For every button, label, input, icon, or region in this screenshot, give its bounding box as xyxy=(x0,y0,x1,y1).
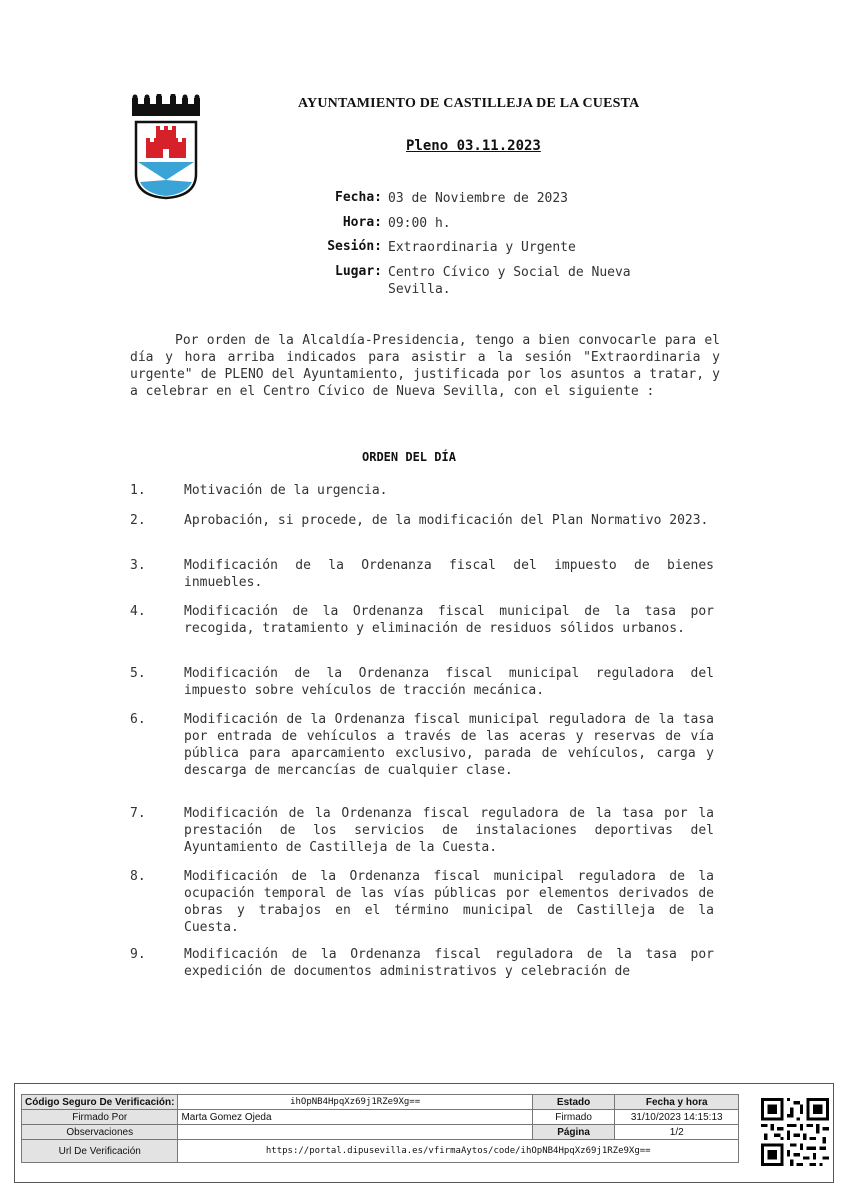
url-label: Url De Verificación xyxy=(22,1140,178,1163)
fecha-hora-value: 31/10/2023 14:15:13 xyxy=(615,1110,739,1125)
crown-icon xyxy=(132,94,200,116)
table-row xyxy=(22,1095,739,1110)
session-subtitle: Pleno 03.11.2023 xyxy=(406,138,541,154)
item-number: 6. xyxy=(130,712,146,727)
item-text: Modificación de la Ordenanza fiscal reguladora de la tasa por la prestación de los servicios de instalaciones deportivas del Ayuntamiento de Castilleja de la Cuesta. xyxy=(184,806,714,855)
item-number: 8. xyxy=(130,869,146,884)
estado-label: Estado xyxy=(532,1095,615,1110)
pagina-label: Página xyxy=(532,1125,615,1140)
estado-value: Firmado xyxy=(532,1110,615,1125)
url-value[interactable]: https://portal.dipusevilla.es/vfirmaAytos/code/ihOpNB4HpqXz69j1RZe9Xg== xyxy=(178,1140,739,1163)
meta-value: 09:00 h. xyxy=(388,216,451,231)
item-number: 9. xyxy=(130,947,146,962)
item-text: Modificación de la Ordenanza fiscal reguladora de la tasa por expedición de documentos administrativos y celebración de xyxy=(184,947,714,979)
meta-label: Fecha: xyxy=(335,190,382,205)
item-number: 5. xyxy=(130,666,146,681)
fecha-hora-label: Fecha y hora xyxy=(615,1095,739,1110)
qr-code-icon xyxy=(761,1098,829,1166)
table-row xyxy=(22,1140,739,1163)
item-text: Modificación de la Ordenanza fiscal municipal reguladora de la tasa por entrada de vehículos a través de las aceras y reservas de vía pública para aparcamiento exclusivo, parada de vehículos, carga y descarga de mercancías de cualquier clase. xyxy=(184,712,714,778)
item-text: Modificación de la Ordenanza fiscal municipal reguladora del impuesto sobre vehículos de tracción mecánica. xyxy=(184,666,714,698)
meta-value: Centro Cívico y Social de Nueva Sevilla. xyxy=(388,265,631,297)
item-number: 7. xyxy=(130,806,146,821)
observaciones-value xyxy=(178,1125,532,1140)
firmado-por-value: Marta Gomez Ojeda xyxy=(178,1110,532,1125)
firmado-por-label: Firmado Por xyxy=(22,1110,178,1125)
item-number: 1. xyxy=(130,483,146,498)
page-title: AYUNTAMIENTO DE CASTILLEJA DE LA CUESTA xyxy=(298,96,640,111)
intro-paragraph: Por orden de la Alcaldía-Presidencia, tengo a bien convocarle para el día y hora arriba indicados para asistir a la sesión "Extraordinaria y urgente" de PLENO del Ayuntamiento, justificada por los asuntos a tratar, y a celebrar en el Centro Cívico de Nueva Sevilla, con el siguiente : xyxy=(130,333,720,399)
coat-of-arms-logo xyxy=(130,94,202,200)
item-text: Modificación de la Ordenanza fiscal municipal de la tasa por recogida, tratamiento y eliminación de residuos sólidos urbanos. xyxy=(184,604,714,636)
verification-footer xyxy=(14,1083,834,1183)
csv-label: Código Seguro De Verificación: xyxy=(22,1095,178,1110)
item-number: 4. xyxy=(130,604,146,619)
observaciones-label: Observaciones xyxy=(22,1125,178,1140)
item-text: Motivación de la urgencia. xyxy=(184,483,388,498)
pagina-value: 1/2 xyxy=(615,1125,739,1140)
meta-label: Sesión: xyxy=(327,239,382,254)
meta-value: Extraordinaria y Urgente xyxy=(388,240,576,255)
item-number: 2. xyxy=(130,513,146,528)
agenda-title: ORDEN DEL DÍA xyxy=(362,450,456,464)
item-text: Modificación de la Ordenanza fiscal del impuesto de bienes inmuebles. xyxy=(184,558,714,590)
meta-label: Hora: xyxy=(342,215,382,230)
table-row xyxy=(22,1125,739,1140)
meta-label: Lugar: xyxy=(335,264,382,279)
item-text: Modificación de la Ordenanza fiscal municipal reguladora de la ocupación temporal de las vías públicas por elementos derivados de obras y trabajos en el término municipal de Castilleja de la Cuesta. xyxy=(184,869,714,935)
table-row xyxy=(22,1110,739,1125)
csv-value: ihOpNB4HpqXz69j1RZe9Xg== xyxy=(178,1095,532,1110)
meta-value: 03 de Noviembre de 2023 xyxy=(388,191,569,206)
verification-table xyxy=(21,1094,739,1163)
item-number: 3. xyxy=(130,558,146,573)
item-text: Aprobación, si procede, de la modificación del Plan Normativo 2023. xyxy=(184,513,709,528)
